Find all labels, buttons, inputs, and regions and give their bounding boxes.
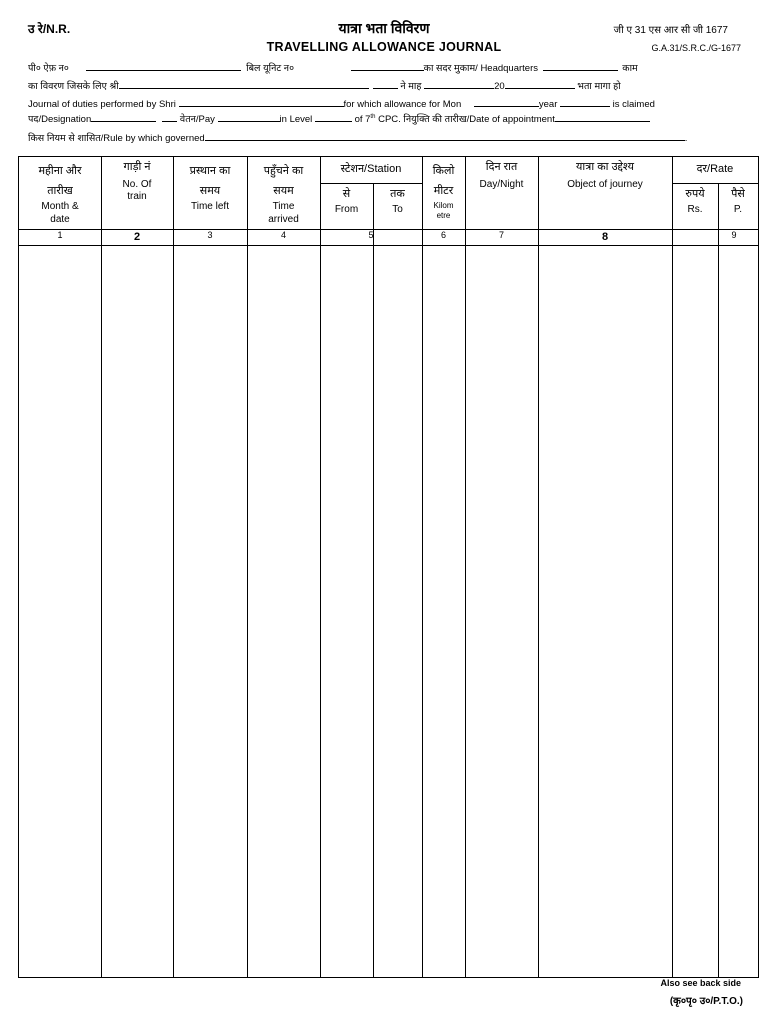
designation-blank[interactable] <box>91 111 156 122</box>
rs-english: Rs. <box>687 203 703 215</box>
in-level-label: in Level <box>279 114 313 125</box>
field-line-2 <box>28 78 621 92</box>
headquarters-blank[interactable] <box>543 60 618 71</box>
for-allowance-label: for which allowance for Mon <box>343 99 462 110</box>
from-english: From <box>334 203 359 215</box>
allowance-claimed-hi: भता मागा हो <box>577 81 621 92</box>
see-back-note: Also see back side <box>660 978 741 988</box>
journal-shri-label: Journal of duties performed by Shri <box>28 99 176 110</box>
year-20-label: 20 <box>494 81 505 92</box>
name-blank-2[interactable] <box>373 78 398 89</box>
headquarters-label: का सदर मुकाम/ Headquarters <box>423 63 539 74</box>
col6-english: Kilom etre <box>433 201 454 220</box>
from-hindi: से <box>342 188 351 200</box>
col4-hindi: पहुँचने का सयम <box>263 165 304 197</box>
col-number-3: 3 <box>207 230 213 240</box>
is-claimed-label: is claimed <box>612 99 655 110</box>
work-label: काम <box>622 63 638 74</box>
col-number-8: 8 <box>601 231 609 243</box>
col-km-header <box>422 161 465 220</box>
cpc-date-label: CPC. नियुक्ति की तारीख/Date of appointment <box>378 114 555 125</box>
col-number-7: 7 <box>498 230 504 240</box>
level-blank[interactable] <box>315 111 352 122</box>
form-code-hindi: जी ए 31 एस आर सी जी 1677 <box>613 25 728 36</box>
col-divider <box>101 157 102 977</box>
col-station-header <box>320 163 422 177</box>
col8-english: Object of journey <box>567 178 643 190</box>
paise-english: P. <box>733 203 743 215</box>
form-title-english: TRAVELLING ALLOWANCE JOURNAL <box>266 40 502 54</box>
mon-blank[interactable] <box>474 96 539 107</box>
number-row-line <box>19 245 758 246</box>
field-line-4 <box>28 111 650 125</box>
th-superscript: th <box>370 113 376 120</box>
col9-label: दर/Rate <box>696 163 734 175</box>
year-label: year <box>538 99 558 110</box>
pay-label: वेतन/Pay <box>179 114 215 125</box>
col-number-6: 6 <box>440 230 446 240</box>
field-line-5: किस नियम से शासित/Rule by which governed . <box>28 130 687 144</box>
office-code: उ रे/N.R. <box>28 22 71 36</box>
pay-blank[interactable] <box>218 111 280 122</box>
station-subheader-line <box>320 183 422 184</box>
appointment-date-blank[interactable] <box>555 111 650 122</box>
col-day-night-header <box>465 161 538 191</box>
month-label: ने माह <box>400 81 422 92</box>
col2-hindi: गाड़ी नं <box>123 161 151 173</box>
col-number-1: 1 <box>57 230 63 240</box>
col3-hindi: प्रस्थान का समय <box>189 165 231 197</box>
col-divider <box>672 157 673 977</box>
of-label: of 7 <box>354 114 371 125</box>
col-object-header <box>538 161 672 191</box>
pf-no-label: पी० ऐफ़ न० <box>28 63 69 74</box>
month-blank[interactable] <box>424 78 494 89</box>
col-train-header <box>101 161 173 204</box>
col-rs-header <box>672 188 718 216</box>
col-rate-header <box>672 163 758 177</box>
rs-hindi: रुपये <box>685 188 705 200</box>
rule-label: किस नियम से शासित/Rule by which governed <box>28 133 205 144</box>
bill-unit-label: बिल यूनिट न० <box>246 63 295 74</box>
col-from-header <box>320 188 373 216</box>
col1-english: Month & date <box>41 201 79 225</box>
col-number-4: 4 <box>280 230 286 240</box>
field-line-3 <box>28 96 655 110</box>
col-divider <box>247 157 248 977</box>
col-divider <box>373 245 374 977</box>
col6-hindi: किलो मीटर <box>432 165 455 197</box>
to-hindi: तक <box>390 188 405 200</box>
designation-blank-2[interactable] <box>162 111 177 122</box>
field-line-1 <box>28 60 638 74</box>
designation-label: पद/Designation <box>28 114 92 125</box>
pto-note: (कृ०पृ० उ०/P.T.O.) <box>669 996 743 1007</box>
col-divider <box>718 183 719 977</box>
col3-english: Time left <box>191 201 229 212</box>
col-number-2: 2 <box>133 231 141 243</box>
col7-english: Day/Night <box>479 178 524 190</box>
col-divider <box>173 157 174 977</box>
col-divider <box>538 157 539 977</box>
form-code-english: G.A.31/S.R.C./G-1677 <box>651 43 741 53</box>
journal-table <box>18 156 759 978</box>
year-blank[interactable] <box>505 78 575 89</box>
pf-no-blank[interactable] <box>86 60 241 71</box>
rule-blank[interactable] <box>205 130 685 141</box>
col4-english: Time arrived <box>268 201 299 225</box>
col-number-5: 5 <box>368 230 374 240</box>
col1-hindi: महीना और तारीख <box>38 165 82 197</box>
year-blank-2[interactable] <box>560 96 610 107</box>
col-month-date-header <box>19 161 101 226</box>
rate-subheader-line <box>672 183 758 184</box>
col-time-left-header <box>173 161 247 214</box>
col8-hindi: यात्रा का उद्देश्य <box>576 161 634 173</box>
col5-label: स्टेशन/Station <box>340 163 402 175</box>
bill-unit-blank[interactable] <box>351 60 424 71</box>
name-blank[interactable] <box>119 78 369 89</box>
col-divider <box>320 157 321 977</box>
form-title-hindi: यात्रा भता विविरण <box>338 20 430 36</box>
col-to-header <box>373 188 422 216</box>
col2-english: No. Of train <box>122 178 152 203</box>
col-time-arrived-header <box>247 161 320 226</box>
col-divider <box>465 157 466 977</box>
col-paise-header <box>718 188 758 216</box>
col-divider <box>422 157 423 977</box>
details-for-label: का विवरण जिसके लिए श्री <box>28 81 119 92</box>
col-number-9: 9 <box>731 230 737 240</box>
journal-shri-blank[interactable] <box>179 96 344 107</box>
to-english: To <box>392 203 403 215</box>
paise-hindi: पैसे <box>731 188 745 200</box>
col7-hindi: दिन रात <box>485 161 518 173</box>
